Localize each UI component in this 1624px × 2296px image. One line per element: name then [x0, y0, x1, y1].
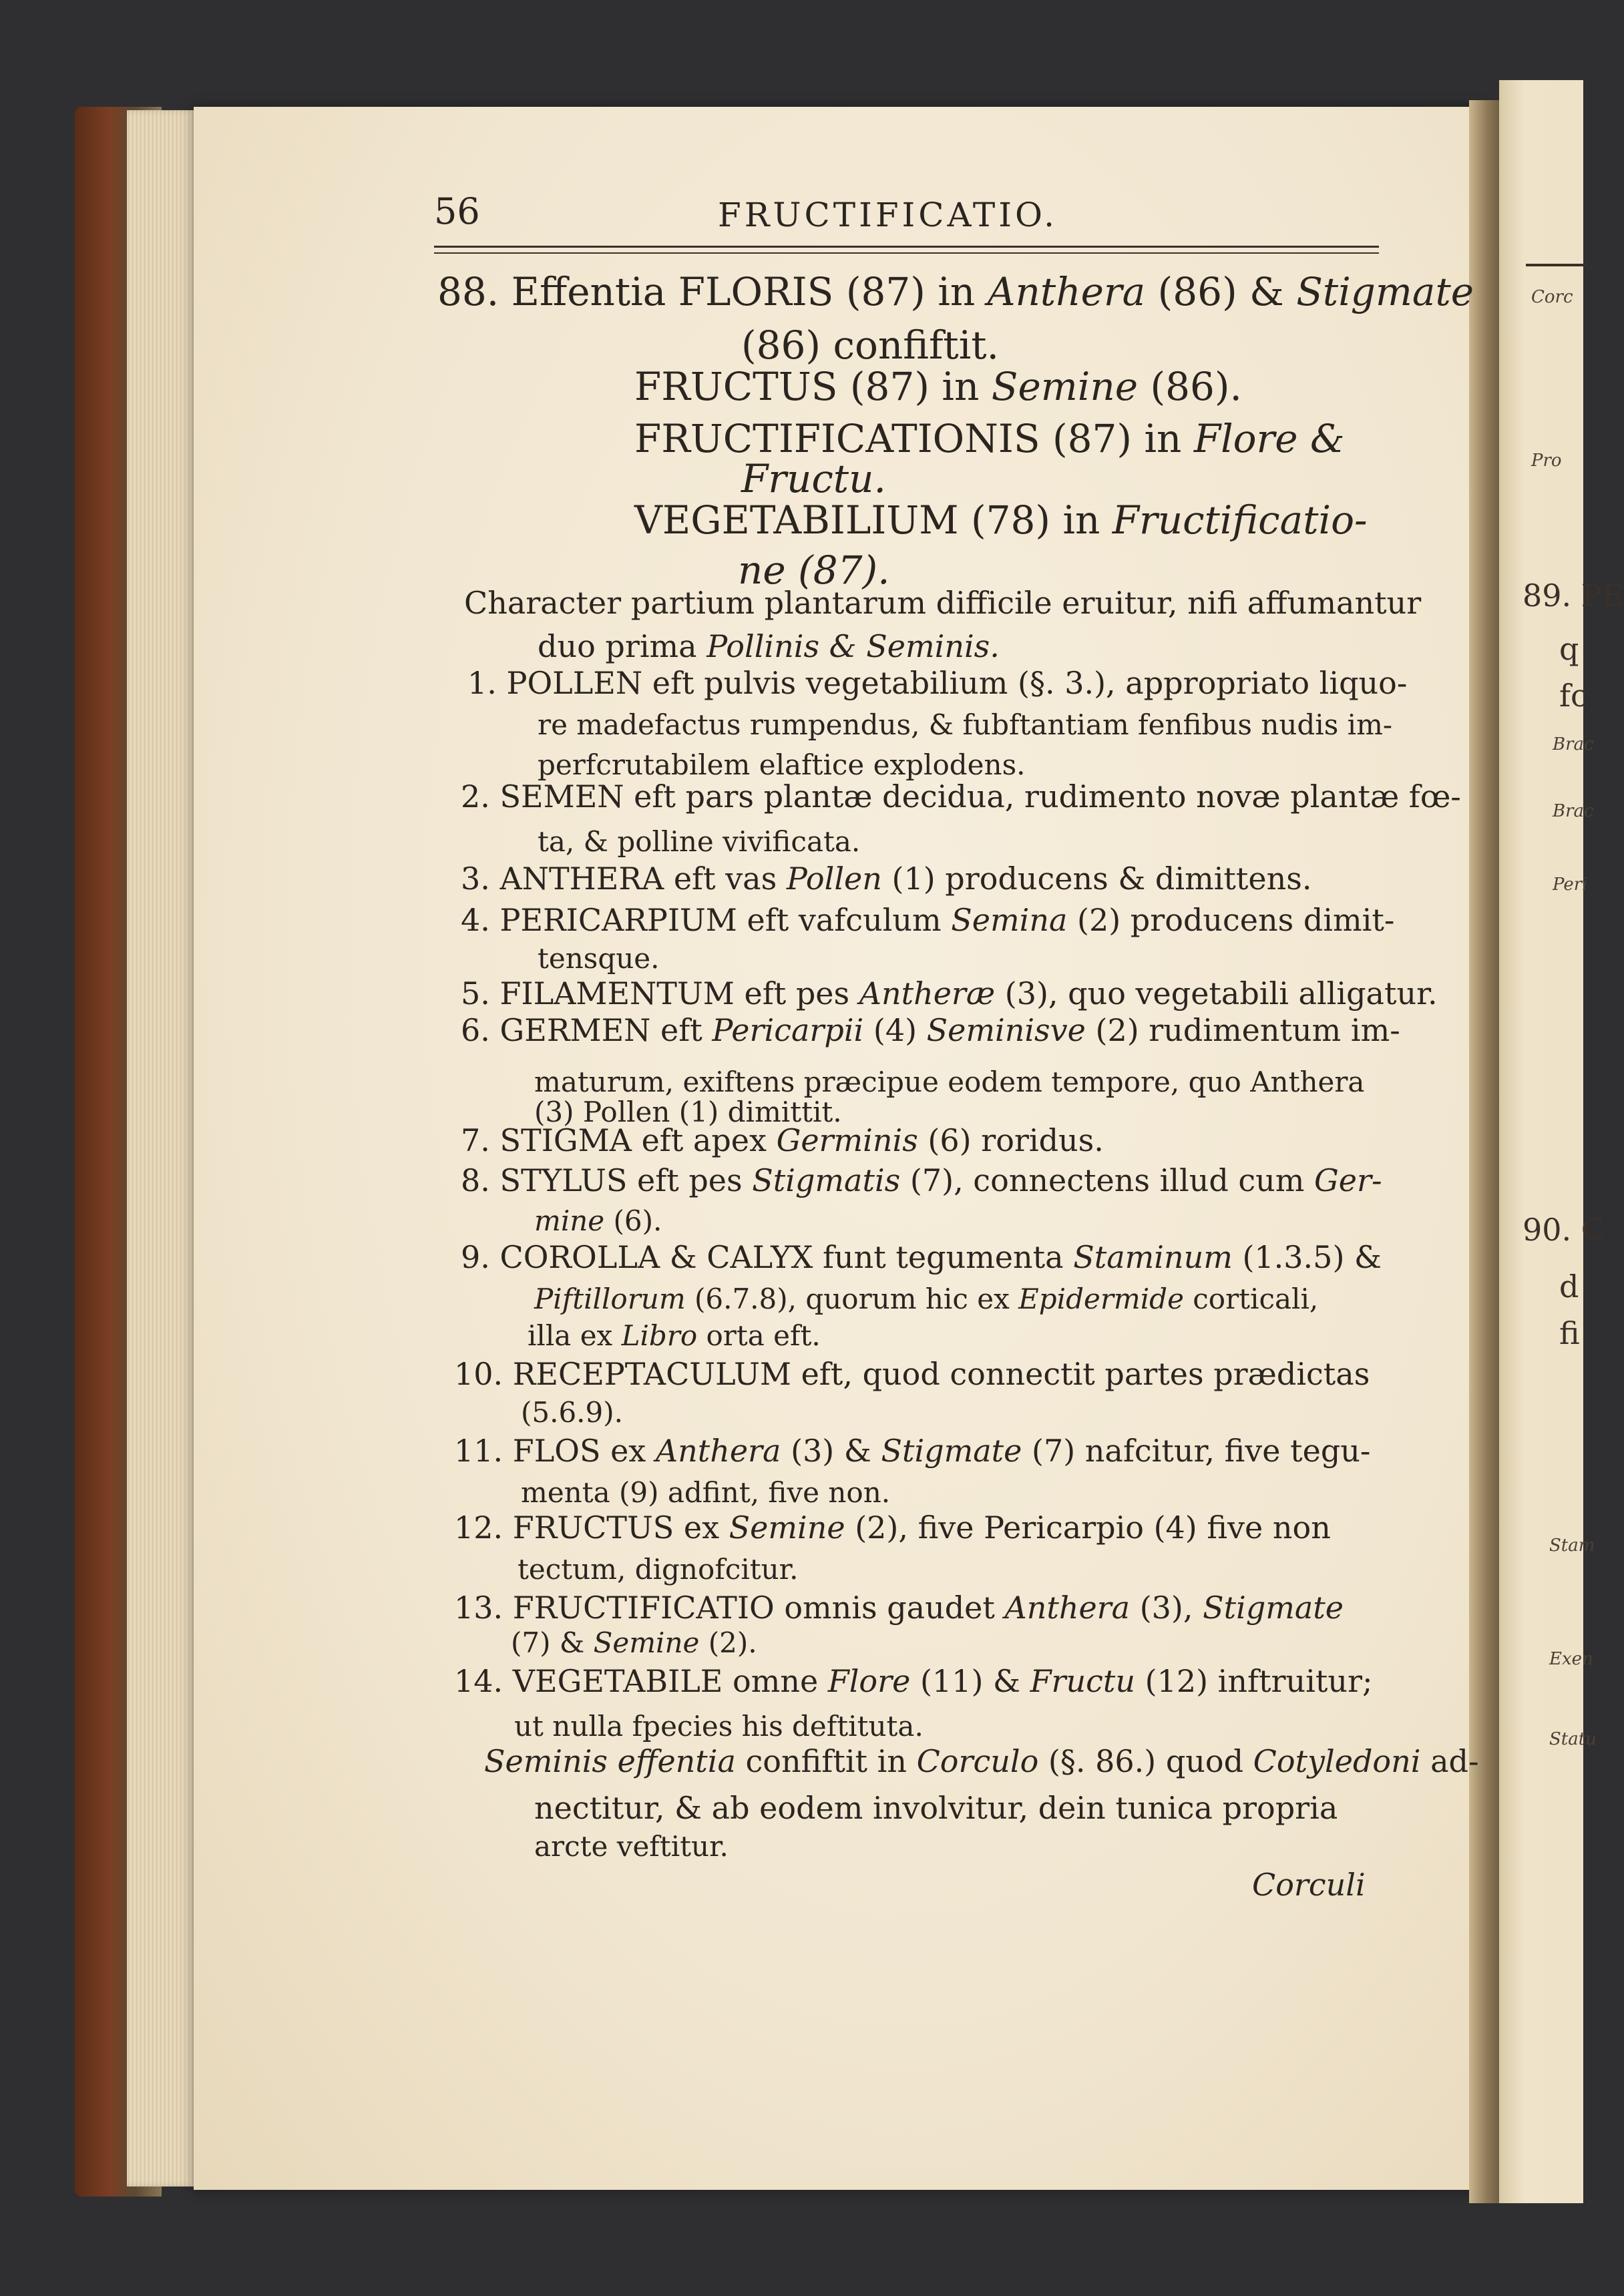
para-88-line: VEGETABILIUM (78) in Fructificatio-: [634, 497, 1368, 543]
facing-fragment: Exen: [1549, 1649, 1593, 1669]
para-88-line: 88. Effentia FLORIS (87) in Anthera (86) & Stigmate: [437, 269, 1474, 314]
page-edges: [127, 110, 200, 2187]
intro-line: duo prima Pollinis & Seminis.: [538, 628, 1000, 664]
closing-line: nectitur, & ab eodem involvitur, dein tunica propria: [534, 1790, 1338, 1826]
facing-fragment: Pro: [1531, 451, 1562, 471]
definition-line: 13. FRUCTIFICATIO omnis gaudet Anthera (3), Stigmate: [454, 1590, 1344, 1626]
definition-line: re madefactus rumpendus, & fubftantiam fenfibus nudis im-: [538, 708, 1393, 741]
definition-line: 7. STIGMA eft apex Germinis (6) roridus.: [461, 1122, 1104, 1158]
facing-fragment: d: [1559, 1269, 1579, 1305]
closing-line: arcte veftitur.: [534, 1830, 729, 1863]
facing-fragment: 89. PE: [1522, 578, 1624, 614]
definition-line: tectum, dignofcitur.: [518, 1553, 799, 1586]
para-88-line: ne (87).: [738, 547, 890, 593]
facing-fragment: 90. C: [1522, 1212, 1605, 1248]
para-88-line: Fructu.: [741, 456, 886, 501]
definition-line: mine (6).: [534, 1204, 662, 1237]
definition-line: ta, & polline vivificata.: [538, 825, 861, 858]
definition-line: 9. COROLLA & CALYX funt tegumenta Staminum (1.3.5) &: [461, 1239, 1382, 1275]
definition-line: 10. RECEPTACULUM eft, quod connectit partes prædictas: [454, 1356, 1370, 1392]
para-88-line: FRUCTIFICATIONIS (87) in Flore &: [634, 416, 1345, 461]
definition-line: ut nulla fpecies his deftituta.: [514, 1710, 924, 1743]
definition-line: (5.6.9).: [521, 1396, 623, 1429]
definition-line: 6. GERMEN eft Pericarpii (4) Seminisve (2) rudimentum im-: [461, 1012, 1400, 1048]
definition-line: maturum, exiftens præcipue eodem tempore, quo Anthera: [534, 1066, 1365, 1098]
definition-line: Piftillorum (6.7.8), quorum hic ex Epidermide corticali,: [534, 1283, 1319, 1315]
definition-line: 8. STYLUS eft pes Stigmatis (7), connectens illud cum Ger-: [461, 1162, 1382, 1198]
definition-line: illa ex Libro orta eft.: [528, 1319, 821, 1352]
definition-line: tensque.: [538, 942, 660, 975]
definition-line: 3. ANTHERA eft vas Pollen (1) producens & dimittens.: [461, 861, 1312, 897]
definition-line: 4. PERICARPIUM eft vafculum Semina (2) producens dimit-: [461, 902, 1395, 938]
facing-fragment: fi: [1559, 1315, 1580, 1351]
para-88-line: FRUCTUS (87) in Semine (86).: [634, 364, 1242, 409]
facing-fragment: Statu: [1549, 1729, 1597, 1749]
facing-fragment: q: [1559, 631, 1579, 667]
facing-fragment: Brac: [1553, 734, 1594, 754]
definition-line: 1. POLLEN eft pulvis vegetabilium (§. 3.), appropriato liquo-: [467, 665, 1408, 701]
definition-line: 14. VEGETABILE omne Flore (11) & Fructu (12) inftruitur;: [454, 1663, 1373, 1699]
facing-fragment: Stam: [1549, 1536, 1595, 1556]
facing-fragment: Corc: [1531, 287, 1573, 307]
definition-line: menta (9) adfint, five non.: [521, 1476, 891, 1509]
definition-line: 2. SEMEN eft pars plantæ decidua, rudimento novæ plantæ fœ-: [461, 778, 1461, 815]
header-rule: [434, 252, 1379, 254]
para-88-line: (86) confiftit.: [741, 322, 1000, 368]
running-title: FRUCTIFICATIO.: [718, 196, 1058, 234]
facing-fragment: fc: [1559, 678, 1588, 714]
page-header: [434, 190, 1362, 244]
definition-line: (7) & Semine (2).: [511, 1626, 757, 1659]
definition-line: perfcrutabilem elaftice explodens.: [538, 748, 1026, 781]
facing-page-rule: [1526, 264, 1586, 266]
catchword: Corculi: [1252, 1867, 1366, 1903]
definition-line: 12. FRUCTUS ex Semine (2), five Pericarpio (4) five non: [454, 1510, 1331, 1546]
facing-fragment: Brac: [1553, 801, 1594, 821]
closing-line: Seminis effentia confiftit in Corculo (§. 86.) quod Cotyledoni ad-: [484, 1743, 1479, 1779]
page-number: 56: [434, 190, 480, 232]
definition-line: (3) Pollen (1) dimittit.: [534, 1096, 842, 1128]
definition-line: 5. FILAMENTUM eft pes Antheræ (3), quo vegetabili alligatur.: [461, 975, 1438, 1011]
facing-fragment: Peri: [1553, 875, 1588, 895]
facing-page: [1499, 80, 1624, 2203]
definition-line: 11. FLOS ex Anthera (3) & Stigmate (7) nafcitur, five tegu-: [454, 1433, 1371, 1469]
header-rule: [434, 246, 1379, 248]
intro-line: Character partium plantarum difficile eruitur, nifi affumantur: [464, 585, 1422, 621]
